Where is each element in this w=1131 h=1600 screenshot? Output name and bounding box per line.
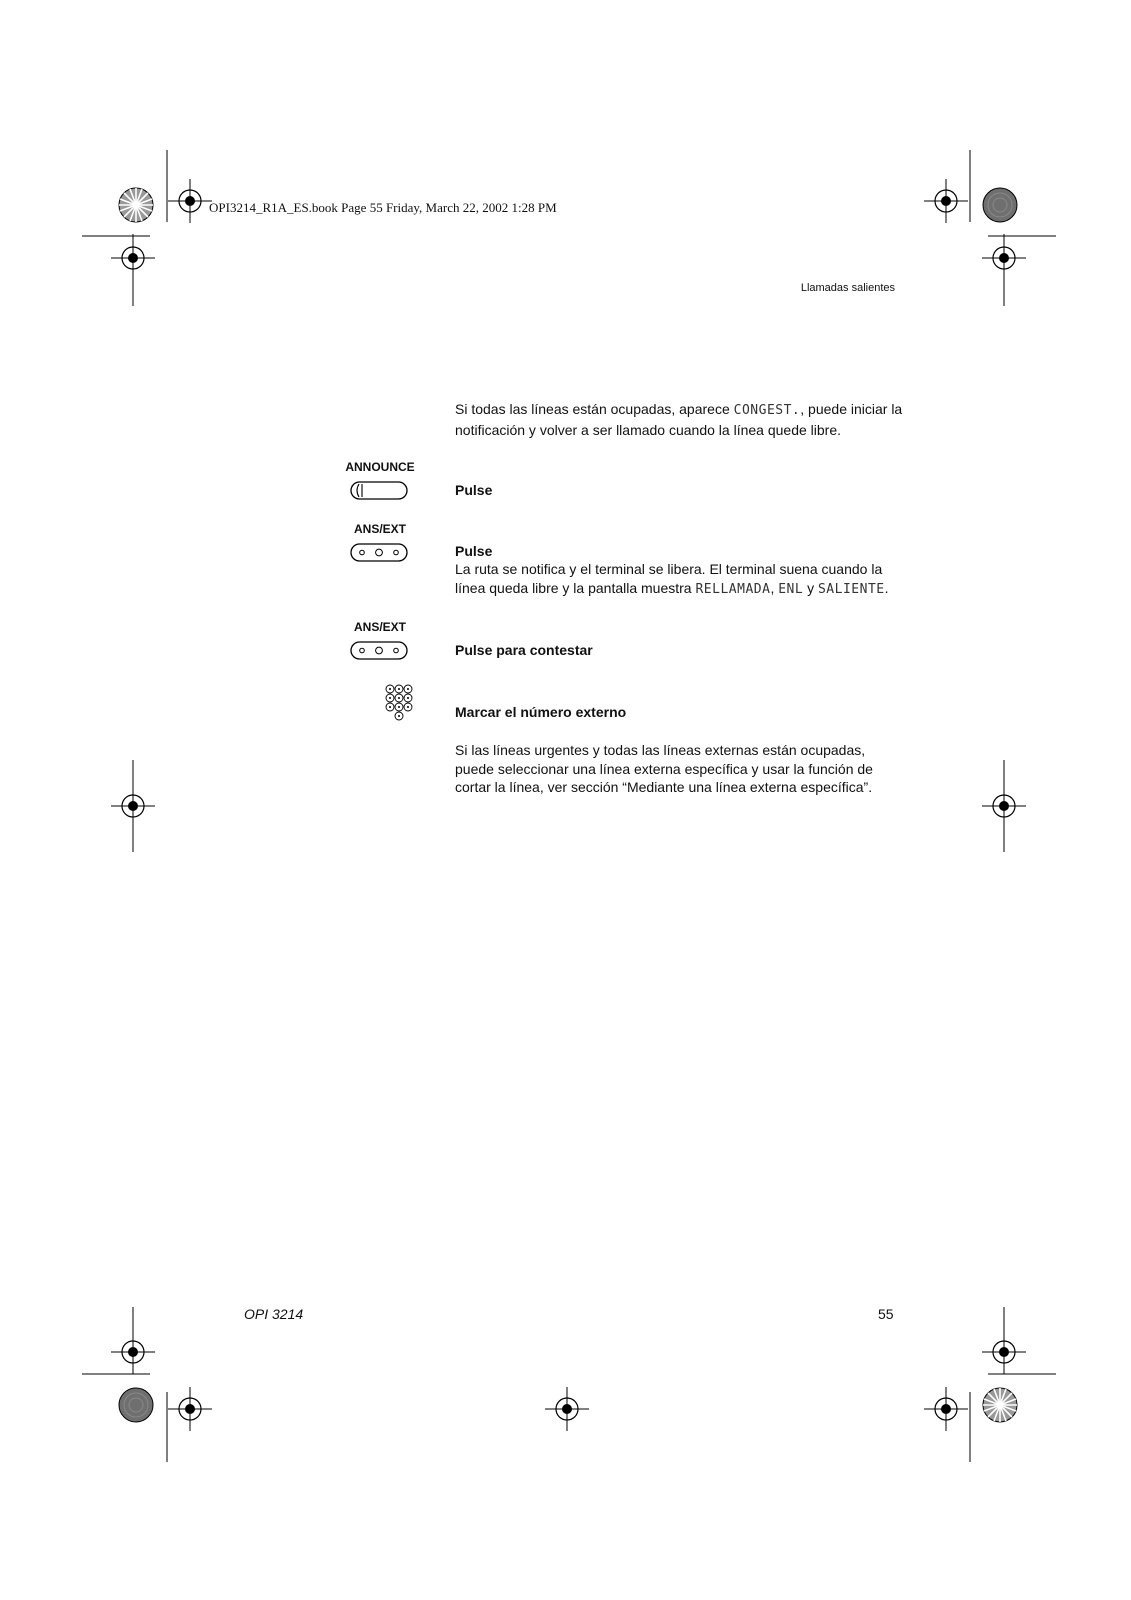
book-header: OPI3214_R1A_ES.book Page 55 Friday, March 22, 2002 1:28 PM — [209, 200, 557, 215]
announce-key-label: ANNOUNCE — [345, 460, 415, 474]
announce-key-icon[interactable] — [350, 480, 410, 502]
route-note-end: . — [884, 579, 889, 596]
keypad-icon[interactable] — [384, 683, 418, 727]
route-note-comma: , — [770, 579, 779, 596]
step-pulse-para-contestar: Pulse para contestar — [455, 642, 593, 658]
route-note-text: La ruta se notifica y el terminal se libera. El terminal suena cuando la línea queda libre y la pantalla muestra — [455, 561, 883, 596]
intro-paragraph — [455, 400, 905, 439]
color-wheel-icon — [119, 188, 1017, 1422]
ans-ext-key-icon[interactable] — [350, 542, 410, 564]
ans-ext-key-label-2: ANS/EXT — [353, 620, 406, 634]
display-rellamada: RELLAMADA — [695, 581, 771, 597]
display-enl: ENL — [778, 581, 804, 597]
route-note-mid: y — [803, 579, 818, 596]
intro-text-before: Si todas las líneas están ocupadas, aparece — [455, 401, 734, 417]
display-congest: CONGEST. — [733, 403, 801, 418]
ans-ext-key-icon-2[interactable] — [350, 640, 410, 662]
crop-lines — [82, 150, 1056, 1462]
step-pulse-announce: Pulse — [455, 482, 493, 498]
step-marcar-numero: Marcar el número externo — [455, 704, 627, 720]
page-number: 55 — [878, 1306, 894, 1322]
display-saliente: SALIENTE — [817, 581, 885, 597]
registration-mark-icon — [111, 179, 1026, 1431]
intro-text-after: , puede iniciar la notificación y volver a ser llamado cuando la línea quede libre. — [455, 401, 903, 438]
route-note — [455, 560, 905, 599]
footer-product: OPI 3214 — [244, 1306, 304, 1322]
step-pulse-ans-ext: Pulse — [455, 543, 493, 559]
ans-ext-key-label: ANS/EXT — [353, 522, 406, 536]
section-header: Llamadas salientes — [800, 282, 895, 294]
final-note: Si las líneas urgentes y todas las líneas externas están ocupadas, puede seleccionar una línea externa específica y usar la función de cortar la línea, ver sección “Mediante una línea externa específica”. — [455, 742, 873, 795]
